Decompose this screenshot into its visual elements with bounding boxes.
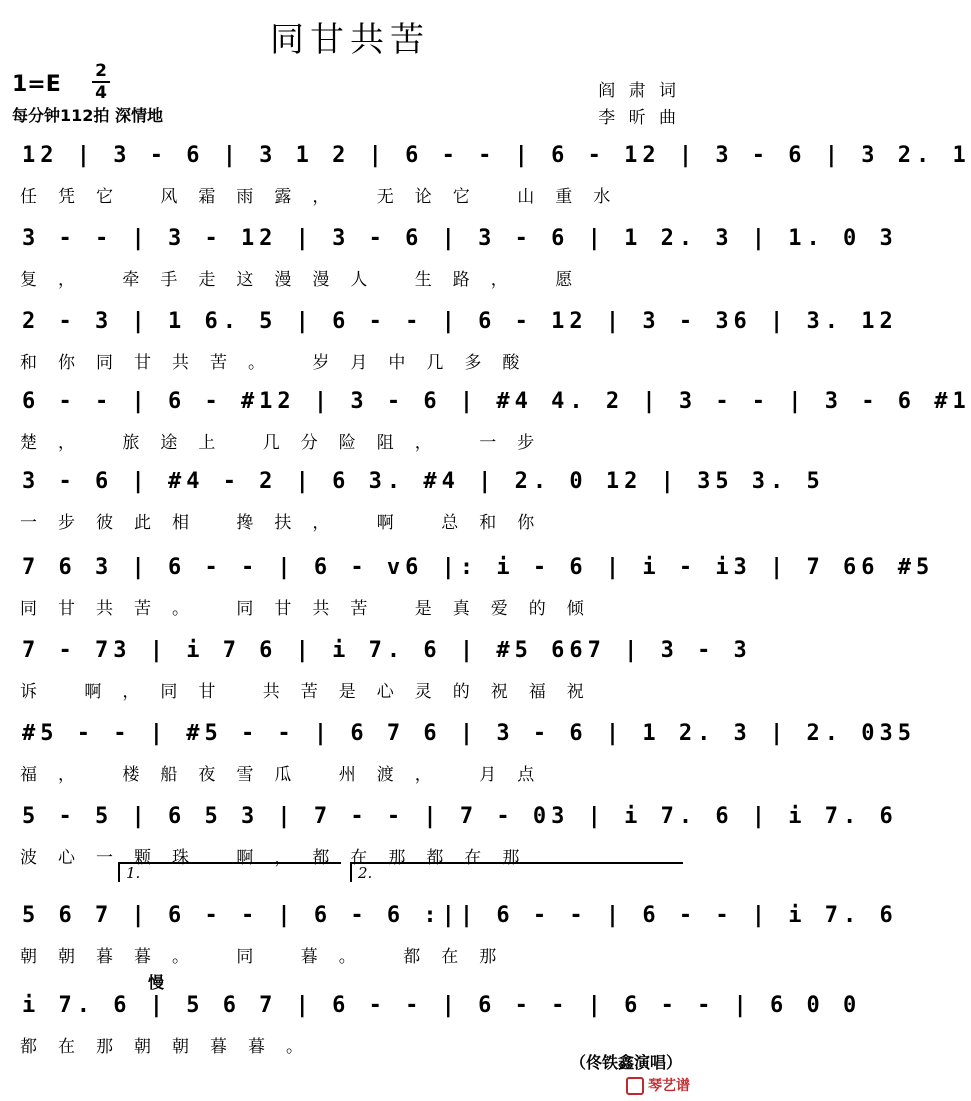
volta-second-ending: 2. — [350, 862, 683, 882]
volta-first-ending: 1. — [118, 862, 341, 882]
notation-line: 3 - - | 3 - 12 | 3 - 6 | 3 - 6 | 1 2. 3 | 1. 0 3 — [22, 226, 898, 251]
lyric-line: 任凭它 风霜雨露， 无论它 山重水 — [20, 187, 632, 207]
lyric-line: 楚， 旅途上 几分险阻， 一步 — [20, 433, 556, 453]
notation-line: 6 - - | 6 - #12 | 3 - 6 | #4 4. 2 | 3 - - | 3 - 6 #1 — [22, 389, 971, 414]
song-title: 同甘共苦 — [270, 20, 430, 60]
performer-credit: （佟铁鑫演唱） — [569, 1053, 682, 1072]
time-signature — [92, 62, 110, 102]
watermark-text: 琴艺谱 — [648, 1078, 690, 1094]
lyric-line: 朝朝暮暮。 同 暮。 都在那 — [20, 947, 518, 967]
time-denominator: 4 — [95, 83, 107, 103]
notation-line: 7 6 3 | 6 - - | 6 - v6 |: i - 6 | i - i3 | 7 66 #5 — [22, 555, 935, 580]
lyric-line: 诉 啊，同甘 共苦是心灵的祝福祝 — [20, 682, 605, 702]
notation-line: 7 - 73 | i 7 6 | i 7. 6 | #5 667 | 3 - 3 — [22, 638, 752, 663]
lyric-line: 一步彼此相 搀扶， 啊 总和你 — [20, 513, 556, 533]
notation-line: i 7. 6 | 5 6 7 | 6 - - | 6 - - | 6 - - | 6 0 0 — [22, 993, 862, 1018]
notation-line: 5 - 5 | 6 5 3 | 7 - - | 7 - 03 | i 7. 6 | i 7. 6 — [22, 804, 898, 829]
slow-marking: 慢 — [148, 973, 165, 992]
lyric-line: 福， 楼船夜雪瓜 州渡， 月点 — [20, 765, 556, 785]
notation-line: #5 - - | #5 - - | 6 7 6 | 3 - 6 | 1 2. 3 | 2. 035 — [22, 721, 917, 746]
composer-credit: 李 昕 曲 — [598, 108, 680, 128]
lyric-line: 同甘共苦。 同甘共苦 是真爱的倾 — [20, 599, 605, 619]
time-numerator: 2 — [95, 61, 107, 81]
notation-line: 3 - 6 | #4 - 2 | 6 3. #4 | 2. 0 12 | 35 3. 5 — [22, 469, 825, 494]
lyric-line: 都在那朝朝暮暮。 — [20, 1037, 324, 1057]
key-signature: 1=E — [12, 72, 61, 97]
notation-line: 2 - 3 | 1 6. 5 | 6 - - | 6 - 12 | 3 - 36 | 3. 12 — [22, 309, 898, 334]
lyric-line: 波心一颗珠 啊，都在那都在那 — [20, 848, 541, 868]
notation-line: 5 6 7 | 6 - - | 6 - 6 :|| 6 - - | 6 - - | i 7. 6 — [22, 903, 898, 928]
tempo-marking: 每分钟112拍 深情地 — [12, 106, 163, 125]
lyricist-credit: 阎 肃 词 — [598, 81, 680, 101]
logo-icon — [626, 1077, 644, 1095]
lyric-line: 复， 牵手走这漫漫人 生路， 愿 — [20, 270, 594, 290]
notation-line: 12 | 3 - 6 | 3 1 2 | 6 - - | 6 - 12 | 3 - 6 | 3 2. 1 — [22, 143, 971, 168]
site-watermark — [626, 1075, 690, 1095]
lyric-line: 和你同甘共苦。 岁月中几多酸 — [20, 353, 541, 373]
